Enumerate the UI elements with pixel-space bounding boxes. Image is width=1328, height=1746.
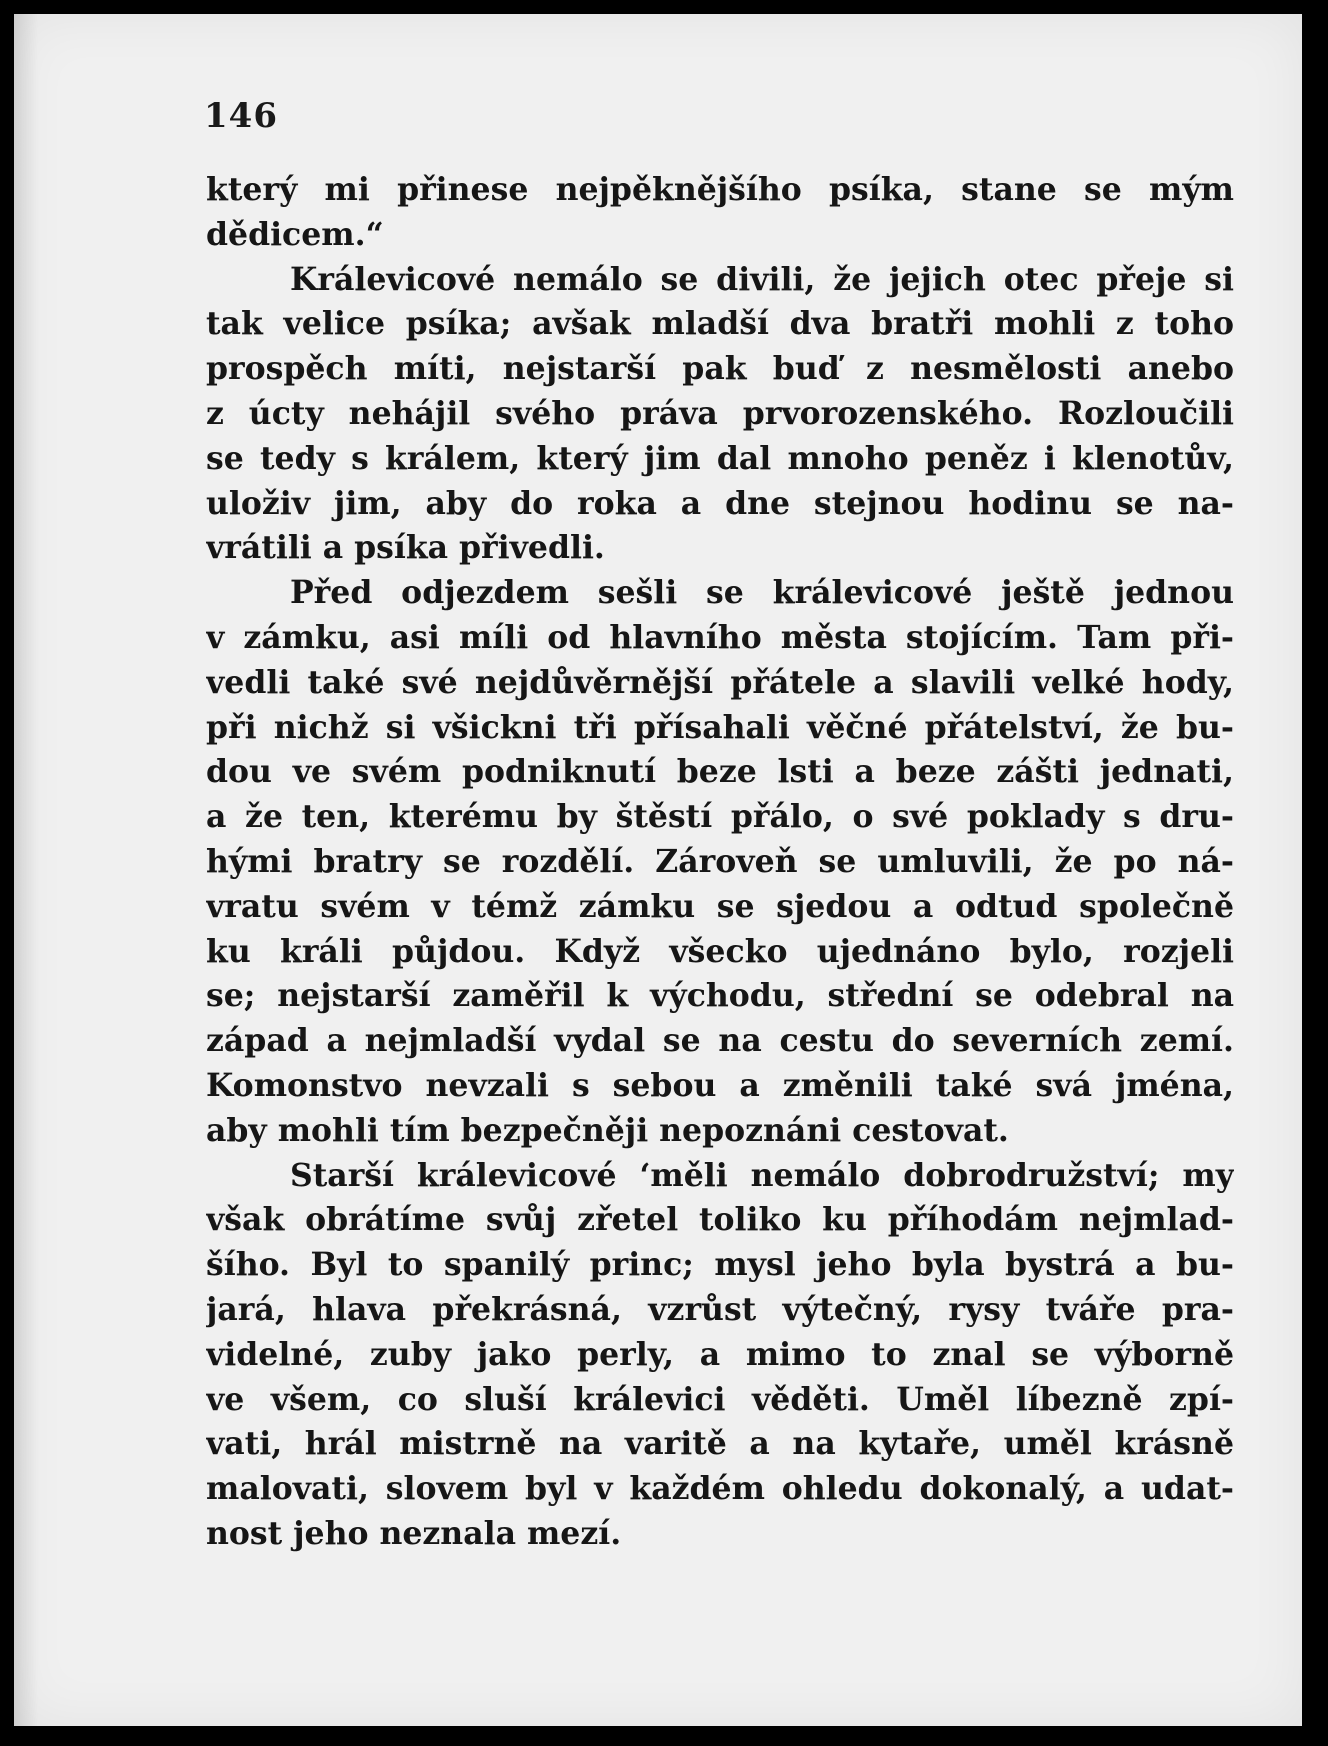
page-edge-shade bbox=[14, 14, 38, 1726]
page-number: 146 bbox=[204, 96, 278, 136]
text-line: Starší králevicové ‘měli nemálo dobrodružství; my bbox=[290, 1156, 1234, 1194]
text-line: šího. Byl to spanilý princ; mysl jeho byla bystrá a bu- bbox=[206, 1246, 1234, 1284]
text-line: malovati, slovem byl v každém ohledu dokonalý, a udat- bbox=[206, 1470, 1234, 1508]
text-line: dědicem.“ bbox=[206, 215, 384, 253]
text-line: vratu svém v témž zámku se sjedou a odtud společně bbox=[206, 887, 1234, 925]
text-line: se; nejstarší zaměřil k východu, střední se odebral na bbox=[206, 977, 1234, 1015]
text-line: vati, hrál mistrně na varitě a na kytaře, uměl krásně bbox=[206, 1425, 1234, 1463]
text-line: aby mohli tím bezpečněji nepoznáni cestovat. bbox=[206, 1111, 1009, 1149]
text-line: který mi přinese nejpěknějšího psíka, stane se mým bbox=[206, 171, 1234, 208]
text-line: uloživ jim, aby do roka a dne stejnou hodinu se na- bbox=[206, 484, 1234, 522]
text-line: jará, hlava překrásná, vzrůst výtečný, rysy tváře pra- bbox=[206, 1290, 1234, 1328]
text-line: se tedy s králem, který jim dal mnoho peněz i klenotův, bbox=[206, 439, 1234, 477]
text-line: Králevicové nemálo se divili, že jejich otec přeje si bbox=[290, 260, 1234, 298]
text-line: ku králi půjdou. Když všecko ujednáno bylo, rozjeli bbox=[206, 932, 1234, 970]
text-line: tak velice psíka; avšak mladší dva bratři mohli z toho bbox=[206, 305, 1234, 343]
text-line: vrátili a psíka přivedli. bbox=[206, 529, 605, 567]
text-line: a že ten, kterému by štěstí přálo, o své poklady s dru- bbox=[206, 798, 1234, 836]
text-line: dou ve svém podniknutí beze lsti a beze zášti jednati, bbox=[206, 753, 1234, 791]
text-line: videlné, zuby jako perly, a mimo to znal se výborně bbox=[206, 1335, 1234, 1373]
text-line: hými bratry se rozdělí. Zároveň se umluvili, že po ná- bbox=[206, 842, 1234, 880]
text-line: v zámku, asi míli od hlavního města stojícím. Tam při- bbox=[206, 618, 1234, 656]
text-line: Komonstvo nevzali s sebou a změnili také svá jména, bbox=[206, 1066, 1234, 1104]
text-line: Před odjezdem sešli se králevicové ještě jednou bbox=[290, 574, 1234, 612]
text-line: západ a nejmladší vydal se na cestu do severních zemí. bbox=[206, 1022, 1234, 1060]
body-text bbox=[206, 168, 1234, 1557]
text-line: vedli také své nejdůvěrnější přátele a slavili velké hody, bbox=[206, 663, 1234, 701]
text-line: nost jeho neznala mezí. bbox=[206, 1514, 622, 1552]
text-line: při nichž si všickni tři přísahali věčné přátelství, že bu- bbox=[206, 708, 1234, 746]
text-line: z úcty nehájil svého práva prvorozenského. Rozloučili bbox=[206, 394, 1234, 432]
text-line: prospěch míti, nejstarší pak buď z nesmělosti anebo bbox=[206, 350, 1234, 388]
text-line: však obrátíme svůj zřetel toliko ku příhodám nejmlad- bbox=[206, 1201, 1234, 1239]
text-line: ve všem, co sluší králevici věděti. Uměl líbezně zpí- bbox=[206, 1380, 1234, 1418]
